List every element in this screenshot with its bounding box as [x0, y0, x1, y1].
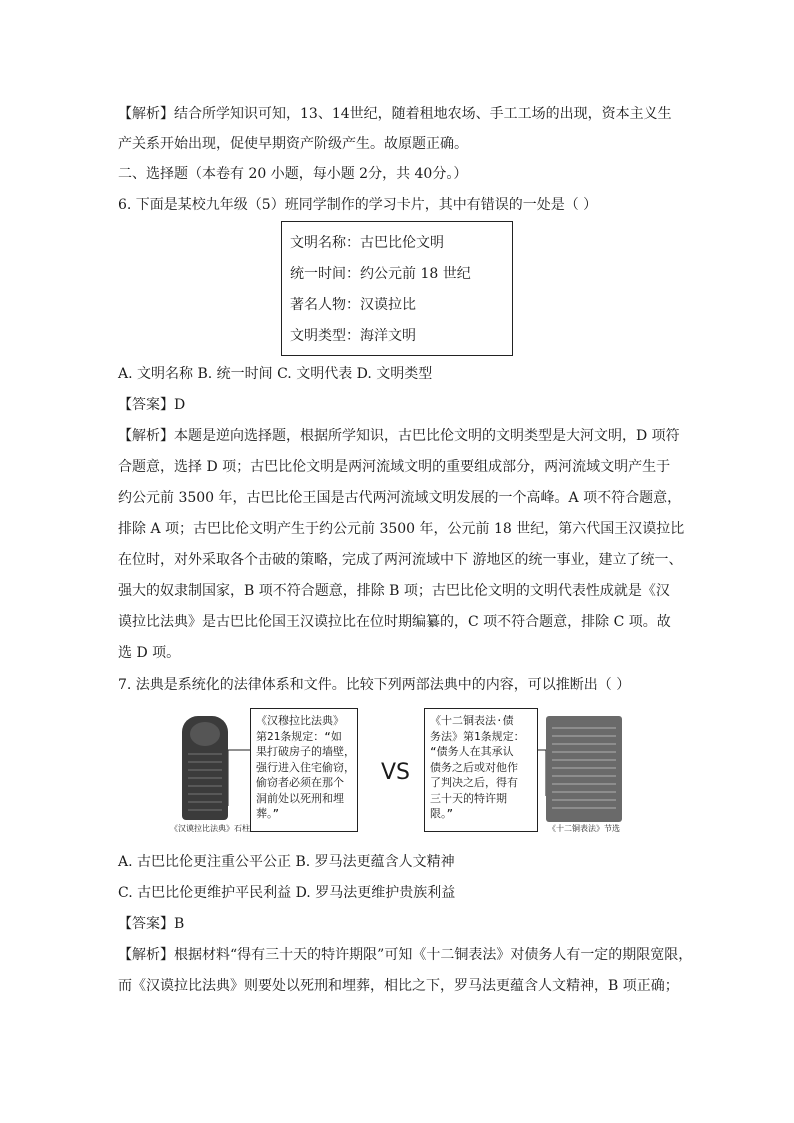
q6-analysis-line-7: 谟拉比法典》是古巴比伦国王汉谟拉比在位时期编纂的，C 项不符合题意，排除 C 项。故: [118, 614, 671, 630]
q6-analysis-line-8: 选 D 项。: [118, 645, 181, 661]
q6-analysis-line-5: 在位时，对外采取各个击破的策略，完成了两河流域中下 游地区的统一事业，建立了统一、: [118, 552, 683, 568]
study-card: [281, 221, 513, 356]
twelve-tables-image: [546, 716, 622, 822]
q5-analysis-line-1: 【解析】结合所学知识可知，13、14世纪，随着租地农场、手工工场的出现，资本主义生: [118, 106, 672, 122]
q7-analysis-line-2: 而《汉谟拉比法典》则要处以死刑和埋葬，相比之下，罗马法更蕴含人文精神，B 项正确；: [118, 978, 679, 994]
q6-stem: 6. 下面是某校九年级（5）班同学制作的学习卡片，其中有错误的一处是（ ）: [118, 197, 598, 213]
q7-options-row-2: C. 古巴比伦更维护平民利益 D. 罗马法更维护贵族利益: [118, 885, 456, 901]
q7-stem: 7. 法典是系统化的法律体系和文件。比较下列两部法典中的内容，可以推断出（ ）: [118, 677, 631, 693]
card-line-type: 文明类型：海洋文明: [290, 328, 416, 344]
q6-analysis-line-2: 合题意，选择 D 项；古巴比伦文明是两河流域文明的重要组成部分，两河流域文明产生于: [118, 459, 671, 475]
q7-answer: 【答案】B: [118, 916, 185, 932]
card-line-name: 文明名称：古巴比伦文明: [290, 235, 444, 251]
right-caption: 《十二铜表法》节选: [548, 824, 620, 833]
q6-analysis-line-6: 强大的奴隶制国家，B 项不符合题意，排除 B 项；古巴比伦文明的文明代表性成就是《汉: [118, 583, 670, 599]
q6-analysis-line-1: 【解析】本题是逆向选择题，根据所学知识，古巴比伦文明的文明类型是大河文明，D 项符: [118, 428, 680, 444]
card-line-time: 统一时间：约公元前 18 世纪: [290, 266, 471, 282]
versus-label: VS: [381, 760, 411, 785]
twelve-tables-text-box: 《十二铜表法·债 务法》第1条规定： “债务人在其承认 债务之后或对他作 了判决之后，得有 三十天的特许期 限。”: [424, 708, 538, 832]
q5-analysis-line-2: 产关系开始出现，促使早期资产阶级产生。故原题正确。: [118, 136, 468, 152]
left-caption: 《汉谟拉比法典》石柱: [170, 824, 250, 833]
q6-analysis-line-4: 排除 A 项；古巴比伦文明产生于约公元前 3500 年，公元前 18 世纪，第六代国王汉谟拉比: [118, 521, 685, 537]
hammurabi-stele-image: [182, 716, 228, 820]
law-comparison-figure: [170, 708, 630, 836]
section-2-title: 二、选择题（本卷有 20 小题，每小题 2分，共 40分。）: [118, 166, 468, 182]
q6-analysis-line-3: 约公元前 3500 年，古巴比伦王国是古代两河流域文明发展的一个高峰。A 项不符合题意，: [118, 490, 682, 506]
q7-analysis-line-1: 【解析】根据材料“得有三十天的特许期限”可知《十二铜表法》对债务人有一定的期限宽限，: [118, 947, 693, 963]
q6-answer: 【答案】D: [118, 397, 186, 413]
pointer-line-left: [228, 748, 252, 808]
card-line-person: 著名人物：汉谟拉比: [290, 297, 416, 313]
hammurabi-text-box: 《汉穆拉比法典》 第21条规定：“如 果打破房子的墙壁， 强行进入住宅偷窃， 偷窃者必须在那个 洞前处以死刑和埋 葬。”: [250, 708, 358, 832]
q7-options-row-1: A. 古巴比伦更注重公平公正 B. 罗马法更蕴含人文精神: [118, 854, 455, 870]
q6-options: A. 文明名称 B. 统一时间 C. 文明代表 D. 文明类型: [118, 366, 433, 382]
